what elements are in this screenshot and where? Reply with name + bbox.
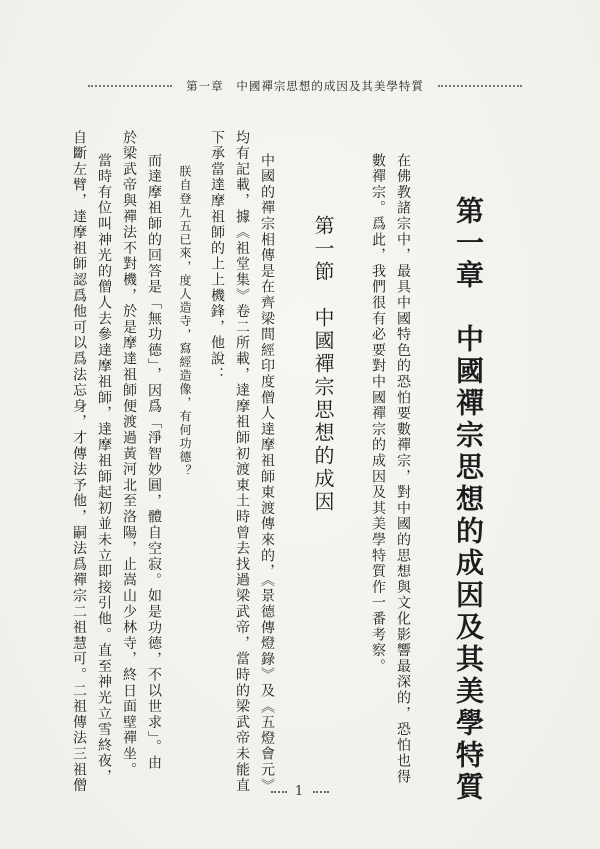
header-text	[182, 78, 428, 94]
body-line-2: 均有記載，據《祖堂集》卷二所載，達摩祖師初渡東土時曾去找過梁武帝，當時的梁武帝未能直	[234, 130, 250, 794]
body-line-1: 中國的禪宗相傳是在齊梁間經印度僧人達摩祖師東渡傳來的，《景德傳燈錄》及《五燈會元》	[259, 153, 275, 794]
header-chapter: 第一章	[186, 79, 224, 93]
running-header	[60, 76, 550, 96]
quote: 朕自登九五已來，度人造寺，寫經造像，有何功德？	[178, 165, 192, 478]
body-line-5: 於梁武帝與禪法不對機，於是摩達祖師便渡過黃河北至洛陽，止嵩山少林寺，終日面壁禪坐。	[121, 130, 137, 778]
intro-line-1: 在佛教諸宗中，最具中國特色的恐怕要數禪宗，對中國的思想與文化影響最深的，恐怕也得	[395, 153, 411, 785]
body-line-4: 而達摩祖師的回答是「無功德」，因爲「淨智妙圓，體自空寂。如是功德，不以世求」。由	[146, 153, 162, 771]
footer-rule-left	[271, 791, 287, 793]
body-line-6: 當時有位叫神光的僧人去參達摩祖師，達摩祖師起初並未立即接引他。直至神光立雪終夜，	[96, 153, 112, 785]
page-footer	[0, 784, 600, 799]
body-line-7: 自斷左臂，達摩祖師認爲他可以爲法忘身，才傳法予他，嗣法爲禪宗二祖慧可。二祖傳法三祖僧	[71, 130, 87, 794]
header-rule-right	[438, 85, 522, 87]
page-number: 1	[294, 784, 306, 799]
chapter-title: 第一章 中國禪宗思想的成因及其美學特質	[452, 196, 485, 804]
body-line-3: 下承當達摩祖師的上上機鋒，他說：	[209, 130, 225, 383]
intro-line-2: 數禪宗。爲此，我們很有必要對中國禪宗的成因及其美學特質作一番考察。	[370, 153, 386, 675]
footer-rule-right	[313, 791, 329, 793]
header-rule-left	[88, 85, 172, 87]
section-title: 第一節 中國禪宗思想的成因	[311, 215, 335, 514]
header-title: 中國禪宗思想的成因及其美學特質	[236, 79, 424, 93]
